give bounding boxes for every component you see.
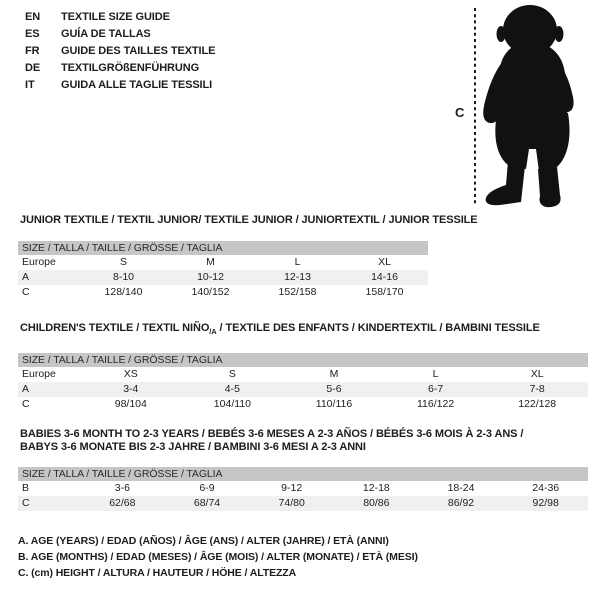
table-row (18, 382, 588, 397)
row-label: C (22, 286, 30, 298)
table-cell: 98/104 (114, 398, 147, 411)
language-code: ES (25, 28, 40, 40)
language-code: IT (25, 79, 35, 91)
table-cell: 104/110 (213, 398, 251, 411)
footnote-height-cm: C. (cm) HEIGHT / ALTURA / HAUTEUR / HÖHE / ALTEZZA (18, 567, 297, 579)
table-cell: 4-5 (224, 383, 240, 396)
size-header-bar: SIZE / TALLA / TAILLE / GRÖSSE / TAGLIA (18, 353, 588, 367)
size-header-bar: SIZE / TALLA / TAILLE / GRÖSSE / TAGLIA (18, 241, 428, 255)
table-row (18, 285, 428, 300)
size-header-bar: SIZE / TALLA / TAILLE / GRÖSSE / TAGLIA (18, 467, 588, 481)
table-cell: 6-7 (427, 383, 444, 396)
table-cell: 128/140 (104, 286, 143, 298)
row-label: Europe (22, 368, 56, 381)
table-title (20, 322, 588, 338)
row-label: A (22, 383, 30, 396)
table-cell: 8-10 (112, 271, 134, 283)
table-cell: XL (530, 368, 544, 381)
table-cell: 3-6 (114, 482, 130, 494)
language-row (25, 77, 215, 94)
footnote-age-years: A. AGE (YEARS) / EDAD (AÑOS) / ÂGE (ANS) / ALTER (JAHRE) / ETÀ (ANNI) (18, 535, 389, 547)
table-cell: 6-9 (199, 482, 215, 494)
table-title-line1: BABIES 3-6 MONTH TO 2-3 YEARS / BEBÉS 3-6 MESES A 2-3 AÑOS / BÉBÉS 3-6 MOIS À 2-3 ANS / (20, 428, 524, 440)
toddler-silhouette-figure (450, 0, 600, 212)
language-row (25, 60, 215, 77)
table-cell: 86/92 (447, 497, 475, 509)
table-cell: 68/74 (193, 497, 221, 509)
table-cell: 12-18 (362, 482, 390, 494)
language-title: GUIDE DES TAILLES TEXTILE (61, 45, 216, 57)
table-cell: 80/86 (363, 497, 390, 509)
table-cell: 92/98 (532, 497, 559, 509)
row-label: C (22, 398, 30, 411)
table-cell: M (206, 256, 215, 268)
table-row (18, 496, 588, 511)
table-cell: 110/116 (315, 398, 353, 411)
table-cell: 122/128 (518, 398, 557, 411)
table-cell: 140/152 (191, 286, 230, 298)
table-row (18, 397, 588, 412)
table-cell: 116/122 (416, 398, 455, 411)
language-code: DE (25, 62, 41, 74)
table-cell: 152/158 (278, 286, 317, 298)
row-label: A (22, 271, 30, 283)
table-cell: 9-12 (281, 482, 303, 494)
footnotes (18, 533, 418, 581)
table-row (18, 270, 428, 285)
table-cell: 5-6 (326, 383, 342, 396)
height-dimension-label: C (455, 105, 465, 120)
table-cell: 14-16 (371, 271, 398, 283)
table-title-pre: CHILDREN'S TEXTILE / TEXTIL NIÑO (20, 322, 210, 334)
babies-textile-table (18, 428, 588, 511)
table-cell: 158/170 (365, 286, 404, 298)
footnote-age-months: B. AGE (MONTHS) / EDAD (MESES) / ÂGE (MOIS) / ALTER (MONATE) / ETÀ (MESI) (18, 551, 418, 563)
table-cell: 3-4 (123, 383, 139, 396)
table-cell: L (294, 256, 301, 268)
table-title-line2: BABYS 3-6 MONATE BIS 2-3 JAHRE / BAMBINI 3-6 MESI A 2-3 ANNI (20, 441, 366, 453)
table-cell: M (329, 368, 339, 381)
language-row (25, 9, 215, 26)
table-row (18, 255, 428, 270)
table-cell: S (119, 256, 127, 268)
table-cell: L (432, 368, 439, 381)
junior-textile-table (18, 214, 478, 300)
language-title: TEXTILGRÖßENFÜHRUNG (61, 62, 200, 74)
row-label: B (22, 482, 30, 494)
language-code: FR (25, 45, 40, 57)
language-title: TEXTILE SIZE GUIDE (61, 11, 170, 23)
table-row (18, 367, 588, 382)
table-row (18, 481, 588, 496)
table-cell: XL (378, 256, 391, 268)
toddler-silhouette (483, 5, 573, 207)
table-title-subscript: /A (209, 327, 217, 337)
table-cell: 74/80 (278, 497, 305, 509)
table-title-post: / TEXTILE DES ENFANTS / KINDERTEXTIL / BAMBINI TESSILE (216, 322, 540, 334)
language-row (25, 43, 215, 60)
language-row (25, 26, 215, 43)
table-cell: 24-36 (532, 482, 560, 494)
language-title: GUÍA DE TALLAS (61, 28, 151, 40)
row-label: C (22, 497, 30, 509)
table-cell: 18-24 (447, 482, 475, 494)
table-cell: 12-13 (284, 271, 311, 283)
table-cell: 7-8 (529, 383, 545, 396)
language-title: GUIDA ALLE TAGLIE TESSILI (61, 79, 213, 91)
row-label: Europe (22, 256, 56, 268)
language-code: EN (25, 11, 41, 23)
language-title-list (25, 9, 215, 94)
table-title: JUNIOR TEXTILE / TEXTIL JUNIOR/ TEXTILE JUNIOR / JUNIORTEXTIL / JUNIOR TESSILE (20, 214, 478, 226)
table-cell: XS (123, 368, 138, 381)
table-cell: 10-12 (197, 271, 224, 283)
table-cell: 62/68 (109, 497, 136, 509)
childrens-textile-table (18, 322, 588, 412)
table-cell: S (228, 368, 236, 381)
